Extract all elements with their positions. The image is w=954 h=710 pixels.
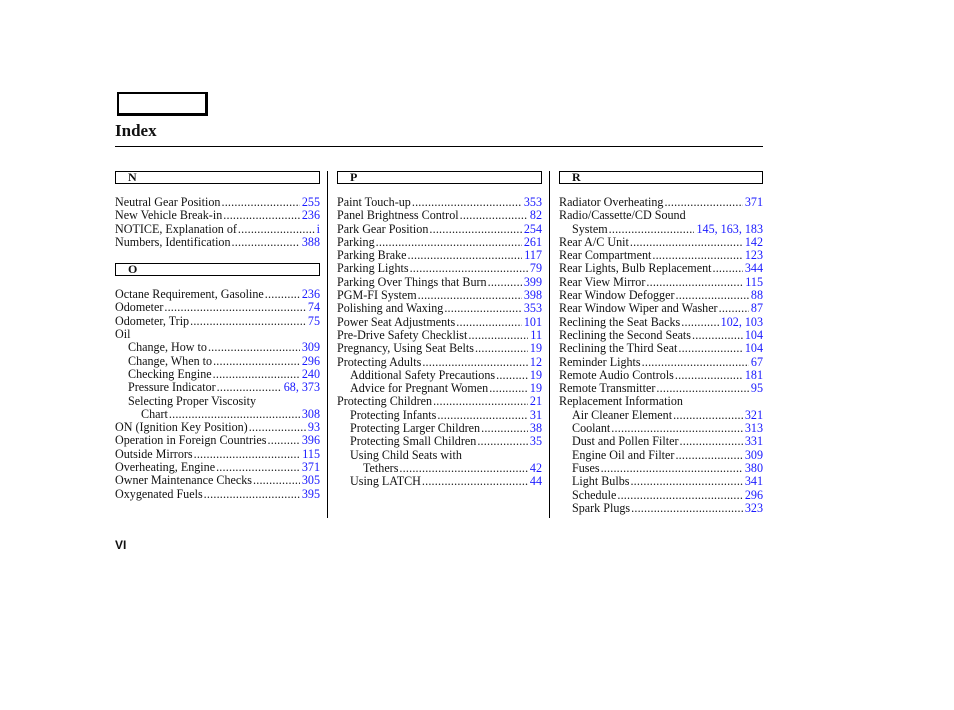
dot-leader [675, 369, 743, 382]
index-column-2 [337, 171, 542, 489]
index-entry [115, 341, 320, 354]
column-divider [549, 171, 550, 518]
dot-leader [169, 408, 300, 421]
page-reference-link[interactable]: 93 [307, 420, 320, 435]
page-reference-link[interactable]: 305 [301, 473, 320, 488]
index-entry [115, 408, 320, 421]
dot-leader [675, 449, 742, 462]
page-reference-link[interactable]: 308 [301, 406, 320, 421]
dot-leader [646, 276, 743, 289]
page-reference-link[interactable]: 38 [529, 421, 542, 436]
index-entry-label: ON (Ignition Key Position) [115, 420, 248, 435]
page-reference-link[interactable]: 88 [750, 288, 763, 303]
dot-leader [232, 236, 300, 249]
index-entry [115, 434, 320, 447]
index-entry-label: Chart [141, 406, 168, 421]
index-entry-label: Rear Compartment [559, 248, 652, 263]
index-entry [559, 369, 763, 382]
index-entry [337, 382, 542, 395]
index-entry-label: PGM-FI System [337, 288, 417, 303]
page-reference-link[interactable]: 19 [529, 341, 542, 356]
dot-leader [194, 448, 301, 461]
index-entry [115, 368, 320, 381]
index-entry [115, 474, 320, 487]
index-entry-label: Rear Lights, Bulb Replacement [559, 261, 712, 276]
page-reference-link[interactable]: 353 [523, 195, 542, 209]
index-entry-label: Protecting Small Children [350, 434, 477, 449]
index-entry [337, 249, 542, 262]
index-entry [559, 209, 763, 222]
index-entry [115, 395, 320, 408]
index-entry-label: Park Gear Position [337, 221, 429, 236]
dot-leader [477, 435, 528, 448]
index-entry-label: Outside Mirrors [115, 446, 193, 461]
index-entry [337, 409, 542, 422]
page-reference-link[interactable]: 75 [307, 313, 320, 328]
page-reference-link[interactable]: 236 [301, 208, 320, 223]
index-entry [337, 369, 542, 382]
dot-leader [609, 223, 695, 236]
index-entry-label: Advice for Pregnant Women [350, 381, 489, 396]
index-entry [115, 421, 320, 434]
page-number: VI [115, 538, 127, 552]
index-entry [337, 262, 542, 275]
index-entry [337, 395, 542, 408]
index-entry [115, 315, 320, 328]
dot-leader [656, 382, 748, 395]
dot-leader [676, 289, 749, 302]
index-entry [337, 449, 542, 462]
page-reference-link[interactable]: 309 [301, 340, 320, 355]
page-reference-link[interactable]: 21 [529, 394, 542, 409]
index-entry [559, 249, 763, 262]
dot-leader [418, 289, 522, 302]
index-entry-label: Pregnancy, Using Seat Belts [337, 341, 474, 356]
index-entry [337, 475, 542, 488]
index-entry [337, 342, 542, 355]
dot-leader [692, 329, 743, 342]
index-entry [115, 461, 320, 474]
index-entry-label: Octane Requirement, Gasoline [115, 287, 264, 302]
dot-leader [238, 223, 315, 236]
index-entry-label: Overheating, Engine [115, 460, 216, 475]
index-entry-label: Dust and Pollen Filter [572, 434, 679, 449]
index-entry [337, 329, 542, 342]
index-entry-label: Reclining the Third Seat [559, 341, 678, 356]
page-reference-link[interactable]: 323 [744, 500, 763, 515]
page-reference-link[interactable]: 145, 163, 183 [696, 221, 763, 236]
index-entry [115, 288, 320, 301]
index-entry-label: Protecting Infants [350, 407, 437, 422]
index-entry-list [115, 288, 320, 501]
page-reference-link[interactable]: 181 [744, 367, 763, 382]
index-entry-label: Oil [115, 327, 131, 342]
index-entry [337, 462, 542, 475]
page-reference-link[interactable]: 398 [523, 288, 542, 303]
page-reference-link[interactable]: 331 [744, 434, 763, 449]
index-entry-label: Radio/Cassette/CD Sound [559, 208, 686, 223]
dot-leader [376, 236, 522, 249]
index-entry-label: Power Seat Adjustments [337, 314, 456, 329]
index-entry [337, 356, 542, 369]
index-entry-label: Engine Oil and Filter [572, 447, 675, 462]
dot-leader [673, 409, 743, 422]
page-reference-link[interactable]: 35 [529, 434, 542, 449]
dot-leader [412, 196, 522, 209]
dot-leader [617, 489, 743, 502]
page-reference-link[interactable]: 236 [301, 287, 320, 302]
section-letter-heading: O [115, 263, 320, 276]
index-entry-label: Replacement Information [559, 394, 683, 409]
dot-leader [249, 421, 306, 434]
page-reference-link[interactable]: 371 [744, 195, 763, 209]
page-reference-link[interactable]: 68, 373 [283, 380, 320, 395]
dot-leader [601, 462, 743, 475]
page-reference-link[interactable]: 117 [524, 248, 542, 263]
index-column-1 [115, 171, 320, 501]
page-reference-link[interactable]: 11 [530, 327, 542, 342]
dot-leader [216, 461, 300, 474]
index-entry [337, 236, 542, 249]
index-entry [559, 289, 763, 302]
index-entry-label: Rear Window Wiper and Washer [559, 301, 718, 316]
page-reference-link[interactable]: 79 [529, 261, 542, 276]
dot-leader [719, 302, 749, 315]
index-entry-label: Reclining the Second Seats [559, 327, 691, 342]
index-entry [559, 223, 763, 236]
index-entry-label: Protecting Adults [337, 354, 422, 369]
page-reference-link[interactable]: 67 [750, 354, 763, 369]
page-reference-link[interactable]: 42 [529, 460, 542, 475]
index-entry [559, 435, 763, 448]
dot-leader [630, 475, 742, 488]
index-entry-list [559, 196, 763, 515]
index-entry-label: Remote Transmitter [559, 381, 656, 396]
index-entry [337, 422, 542, 435]
index-entry-label: Spark Plugs [572, 500, 631, 515]
dot-leader [164, 301, 306, 314]
dot-leader [456, 316, 522, 329]
index-entry-label: Schedule [572, 487, 617, 502]
page-reference-link[interactable]: 31 [529, 407, 542, 422]
index-entry-label: Reminder Lights [559, 354, 641, 369]
dot-leader [437, 409, 528, 422]
index-entry-label: System [572, 221, 608, 236]
index-entry [559, 462, 763, 475]
index-entry [115, 196, 320, 209]
index-entry-label: Parking [337, 234, 375, 249]
index-entry-label: Rear Window Defogger [559, 288, 675, 303]
dot-leader [681, 316, 718, 329]
index-entry-label: Odometer, Trip [115, 313, 190, 328]
dot-leader [410, 262, 528, 275]
index-entry [337, 196, 542, 209]
index-entry [559, 236, 763, 249]
index-entry-label: Change, How to [128, 340, 207, 355]
page-title: Index [115, 121, 157, 140]
dot-leader [611, 422, 743, 435]
index-entry-label: Using Child Seats with [350, 447, 462, 462]
dot-leader [496, 369, 528, 382]
index-entry [559, 489, 763, 502]
index-entry-label: Protecting Children [337, 394, 433, 409]
dot-leader [712, 262, 742, 275]
index-entry [115, 236, 320, 249]
dot-leader [422, 356, 528, 369]
index-entry-label: Oxygenated Fuels [115, 486, 203, 501]
index-entry [559, 395, 763, 408]
index-entry-label: Rear View Mirror [559, 274, 646, 289]
page-reference-link[interactable]: 123 [744, 248, 763, 263]
index-entry-label: Numbers, Identification [115, 234, 231, 249]
index-entry [559, 475, 763, 488]
page-reference-link[interactable]: 104 [744, 341, 763, 356]
dot-leader [631, 502, 743, 515]
index-entry-label: Additional Safety Precautions [350, 367, 496, 382]
dot-leader [217, 381, 282, 394]
page-reference-link[interactable]: 399 [523, 274, 542, 289]
index-entry-label: Rear A/C Unit [559, 234, 629, 249]
page-reference-link[interactable]: 101 [523, 314, 542, 329]
dot-leader [642, 356, 749, 369]
index-entry-list [115, 196, 320, 249]
index-entry [559, 422, 763, 435]
page-reference-link[interactable]: 95 [750, 381, 763, 396]
index-entry-label: Reclining the Seat Backs [559, 314, 681, 329]
index-entry [337, 435, 542, 448]
index-entry-label: Protecting Larger Children [350, 421, 481, 436]
page-reference-link[interactable]: 395 [301, 486, 320, 501]
index-entry [559, 329, 763, 342]
index-entry [115, 355, 320, 368]
section-gap [115, 249, 320, 263]
index-entry [337, 223, 542, 236]
page-reference-link[interactable]: 371 [301, 460, 320, 475]
index-entry-label: Neutral Gear Position [115, 195, 221, 209]
column-divider [327, 171, 328, 518]
page-reference-link[interactable]: 87 [750, 301, 763, 316]
index-entry-label: Pre-Drive Safety Checklist [337, 327, 468, 342]
page-reference-link[interactable]: 344 [744, 261, 763, 276]
page-reference-link[interactable]: 19 [529, 381, 542, 396]
index-entry [115, 381, 320, 394]
index-entry-label: Air Cleaner Element [572, 407, 673, 422]
dot-leader [678, 342, 743, 355]
index-entry [115, 328, 320, 341]
page-reference-link[interactable]: 321 [744, 407, 763, 422]
page-reference-link[interactable]: i [316, 221, 320, 236]
index-entry-label: Coolant [572, 421, 611, 436]
dot-leader [221, 196, 299, 209]
index-entry [337, 316, 542, 329]
dot-leader [408, 249, 523, 262]
index-entry-label: Parking Over Things that Burn [337, 274, 487, 289]
index-entry-label: Radiator Overheating [559, 195, 664, 209]
dot-leader [213, 355, 300, 368]
dot-leader [481, 422, 528, 435]
index-entry [559, 409, 763, 422]
page-reference-link[interactable]: 115 [745, 274, 763, 289]
dot-leader [630, 236, 743, 249]
section-letter-heading: P [337, 171, 542, 184]
index-entry [337, 289, 542, 302]
page-reference-link[interactable]: 104 [744, 327, 763, 342]
page-reference-link[interactable]: 313 [744, 421, 763, 436]
page-reference-link[interactable]: 240 [301, 366, 320, 381]
page-reference-link[interactable]: 254 [523, 221, 542, 236]
index-entry-label: Light Bulbs [572, 474, 630, 489]
dot-leader [190, 315, 306, 328]
page-reference-link[interactable]: 102, 103 [720, 314, 763, 329]
dot-leader [664, 196, 742, 209]
index-entry [559, 356, 763, 369]
index-entry-label: Parking Lights [337, 261, 409, 276]
index-entry [559, 316, 763, 329]
page-reference-link[interactable]: 388 [301, 234, 320, 249]
index-entry-label: Checking Engine [128, 366, 212, 381]
dot-leader [468, 329, 528, 342]
dot-leader [253, 474, 300, 487]
dot-leader [265, 288, 300, 301]
index-entry-label: Pressure Indicator [128, 380, 216, 395]
index-entry [559, 302, 763, 315]
page-reference-link[interactable]: 309 [744, 447, 763, 462]
index-entry [559, 342, 763, 355]
dot-leader [213, 368, 300, 381]
page-reference-link[interactable]: 142 [744, 234, 763, 249]
index-entry-label: Polishing and Waxing [337, 301, 444, 316]
page-reference-link[interactable]: 82 [529, 208, 542, 223]
page-reference-link[interactable]: 353 [523, 301, 542, 316]
index-entry [559, 262, 763, 275]
index-entry-label: New Vehicle Break-in [115, 208, 223, 223]
page-reference-link[interactable]: 341 [744, 474, 763, 489]
dot-leader [489, 382, 528, 395]
section-letter-heading: R [559, 171, 763, 184]
dot-leader [433, 395, 528, 408]
index-entry [559, 502, 763, 515]
section-letter-heading: N [115, 171, 320, 184]
header-tab-box [117, 92, 208, 116]
index-entry [559, 449, 763, 462]
page-reference-link[interactable]: 296 [744, 487, 763, 502]
dot-leader [208, 341, 300, 354]
index-entry-label: Selecting Proper Viscosity [128, 393, 257, 408]
index-entry [115, 223, 320, 236]
index-entry [115, 209, 320, 222]
page-reference-link[interactable]: 296 [301, 353, 320, 368]
index-entry-label: Using LATCH [350, 474, 421, 489]
dot-leader [399, 462, 527, 475]
page-reference-link[interactable]: 380 [744, 460, 763, 475]
page-reference-link[interactable]: 19 [529, 367, 542, 382]
index-entry-label: NOTICE, Explanation of [115, 221, 237, 236]
dot-leader [652, 249, 743, 262]
index-entry-label: Remote Audio Controls [559, 367, 674, 382]
page-reference-link[interactable]: 115 [302, 446, 320, 461]
index-entry-label: Change, When to [128, 353, 213, 368]
index-entry-label: Parking Brake [337, 248, 407, 263]
page-reference-link[interactable]: 261 [523, 234, 542, 249]
page-reference-link[interactable]: 255 [301, 195, 320, 209]
index-entry-label: Owner Maintenance Checks [115, 473, 253, 488]
dot-leader [475, 342, 528, 355]
index-entry [559, 382, 763, 395]
index-entry-label: Operation in Foreign Countries [115, 433, 267, 448]
dot-leader [204, 488, 300, 501]
index-entry [337, 302, 542, 315]
index-entry [115, 448, 320, 461]
dot-leader [422, 475, 528, 488]
index-entry [115, 488, 320, 501]
dot-leader [429, 223, 521, 236]
index-entry [337, 276, 542, 289]
index-entry [559, 276, 763, 289]
index-entry-list [337, 196, 542, 489]
dot-leader [680, 435, 743, 448]
dot-leader [460, 209, 528, 222]
dot-leader [488, 276, 522, 289]
index-column-3 [559, 171, 763, 515]
index-entry [337, 209, 542, 222]
index-entry [115, 301, 320, 314]
index-entry-label: Paint Touch-up [337, 195, 411, 209]
title-divider [115, 146, 763, 147]
index-entry-label: Odometer [115, 300, 164, 315]
page-reference-link[interactable]: 74 [307, 300, 320, 315]
dot-leader [268, 434, 300, 447]
dot-leader [223, 209, 300, 222]
page-reference-link[interactable]: 44 [529, 474, 542, 489]
index-entry [559, 196, 763, 209]
page-reference-link[interactable]: 396 [301, 433, 320, 448]
index-entry-label: Tethers [363, 460, 399, 475]
dot-leader [444, 302, 522, 315]
index-entry-label: Fuses [572, 460, 600, 475]
index-entry-label: Panel Brightness Control [337, 208, 459, 223]
page-reference-link[interactable]: 12 [529, 354, 542, 369]
